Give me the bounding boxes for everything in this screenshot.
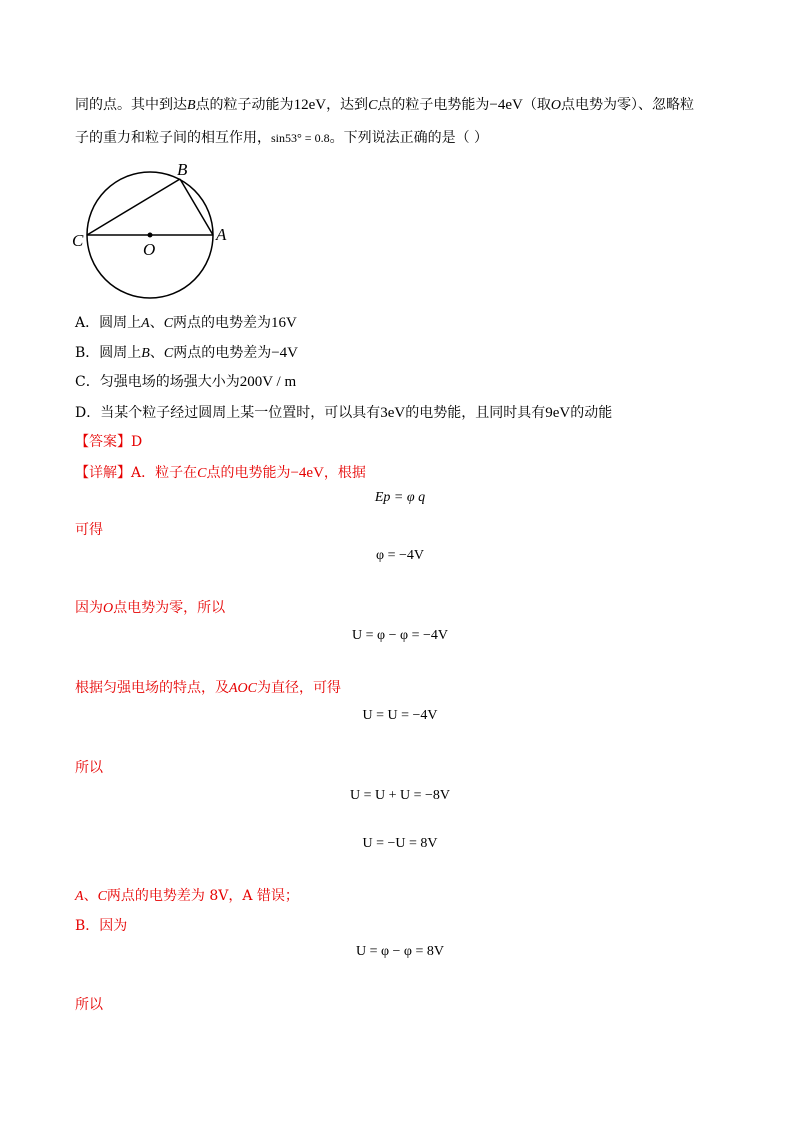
option-b	[75, 343, 298, 364]
text-seg: 为直径，可得	[257, 680, 341, 696]
question-line-1	[75, 95, 694, 116]
text-seg: 【详解】A．粒子在	[75, 465, 198, 481]
circle-figure	[70, 160, 240, 310]
text-seg: 两点的电势差为 8V，A 错误；	[106, 888, 299, 904]
point-label: AOC	[229, 681, 257, 696]
text-seg: 根据匀强电场的特点，及	[75, 680, 229, 696]
text-seg: 因为	[75, 600, 103, 616]
point-label: A	[141, 316, 150, 331]
text-seg: 两点的电势差为	[173, 345, 272, 361]
value: 3eV	[380, 405, 406, 421]
text-seg: 点的粒子动能为	[195, 97, 294, 113]
point-label: B	[141, 346, 150, 361]
equation-4	[0, 708, 800, 724]
equation-1	[0, 490, 800, 506]
text-seg: （取	[522, 97, 551, 113]
point-label: C	[197, 466, 207, 481]
detail-intro	[75, 463, 366, 484]
equation-text: U = φ − φ = 8V	[355, 944, 445, 959]
text-seg: 两点的电势差为	[173, 315, 272, 331]
question-line-2	[75, 128, 488, 148]
point-label: O	[103, 601, 114, 616]
label-A: A	[216, 225, 227, 244]
answer: 【答案】D	[75, 434, 143, 450]
equation-text: Ep = φ q	[374, 490, 426, 505]
equation-text: φ = −4V	[376, 548, 424, 563]
text-seg: 点的粒子电势能为	[377, 97, 490, 113]
text-uniform-field	[75, 678, 341, 699]
text-seg: A．圆周上	[75, 315, 142, 331]
equation-6	[0, 836, 800, 852]
text-seg: 点电势为零）、忽略粒	[560, 97, 694, 113]
text-because-O	[75, 598, 225, 619]
option-c	[75, 372, 296, 392]
sin-value: sin53° = 0.8	[271, 131, 330, 145]
text-seg: D．当某个粒子经过圆周上某一位置时，可以具有	[75, 405, 381, 421]
equation-5	[0, 788, 800, 804]
text-seg: 点的电势能为	[206, 465, 291, 481]
label-C: C	[72, 231, 84, 250]
equation-3	[0, 628, 800, 644]
label-O: O	[143, 240, 156, 259]
text-seg: 、	[149, 315, 164, 331]
text-kede: 可得	[75, 522, 103, 538]
text-seg: 子的重力和粒子间的相互作用，	[75, 130, 271, 146]
equation-text: U = U = −4V	[362, 708, 438, 723]
point-label: O	[550, 98, 561, 113]
value: −4V	[271, 345, 298, 361]
value: 200V / m	[239, 374, 297, 390]
equation-text: U = U + U = −8V	[349, 788, 451, 803]
text-seg: 、	[83, 888, 98, 904]
chord-CB	[87, 179, 180, 235]
value: −4eV	[290, 465, 324, 481]
option-d	[75, 403, 612, 423]
equation-text: U = φ − φ = −4V	[352, 628, 448, 643]
point-label: C	[368, 98, 378, 113]
text-seg: B．圆周上	[75, 345, 142, 361]
label-B: B	[177, 160, 188, 179]
text-suoyi-1: 所以	[75, 760, 103, 776]
point-label: B	[187, 98, 196, 113]
equation-7	[0, 944, 800, 960]
text-B-because: B．因为	[75, 918, 128, 934]
point-label: C	[163, 316, 174, 331]
text-seg: 、	[149, 345, 164, 361]
equation-text: U = −U = 8V	[362, 836, 438, 851]
value: −4eV	[489, 97, 523, 113]
text-seg: ，达到	[326, 97, 369, 113]
value: 12eV	[293, 97, 327, 113]
text-seg: 同的点。其中到达	[75, 97, 187, 113]
text-seg: 的电势能，且同时具有	[405, 405, 546, 421]
text-seg: 的动能	[570, 405, 613, 421]
text-seg: 点电势为零，所以	[113, 600, 226, 616]
option-a	[75, 313, 297, 334]
value: 16V	[271, 315, 297, 331]
center-dot	[148, 233, 153, 238]
equation-2	[0, 548, 800, 564]
point-label: C	[97, 889, 107, 904]
text-seg: ，根据	[323, 465, 366, 481]
conclusion-a	[75, 886, 299, 907]
point-label: A	[75, 889, 84, 904]
value: 9eV	[545, 405, 571, 421]
text-suoyi-2: 所以	[75, 997, 103, 1013]
point-label: C	[163, 346, 174, 361]
chord-BA	[180, 179, 213, 235]
text-seg: 。下列说法正确的是（ ）	[329, 130, 489, 146]
text-seg: C．匀强电场的场强大小为	[75, 374, 240, 390]
